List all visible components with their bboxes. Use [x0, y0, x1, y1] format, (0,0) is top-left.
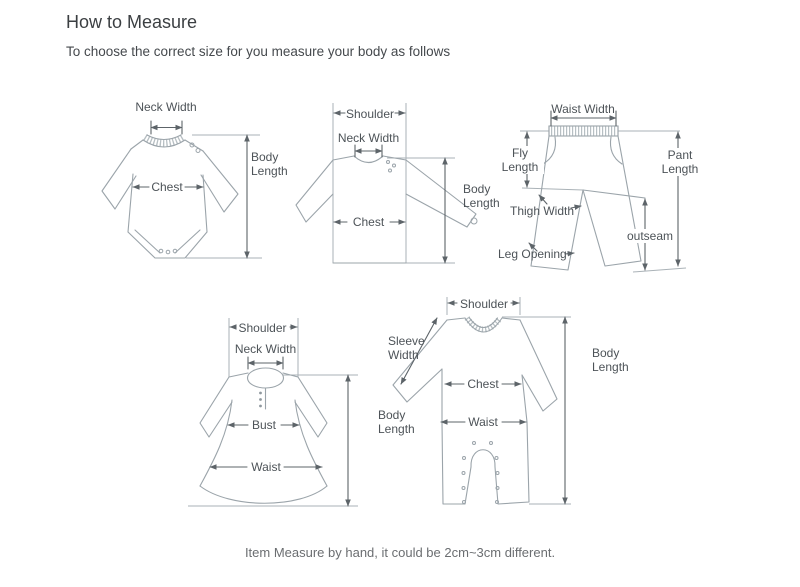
romper-chest-label: Chest — [467, 377, 499, 391]
page-title: How to Measure — [66, 12, 198, 32]
sweater-garment-lines — [296, 103, 477, 263]
dress-bust-label: Bust — [251, 418, 277, 432]
figure-sweater — [295, 95, 505, 275]
figure-pants — [495, 95, 720, 280]
sweater-body-length-label: Body Length — [463, 182, 500, 210]
romper-body-length-label: Body Length — [592, 346, 629, 374]
bodysuit-dimension-arrows — [133, 121, 247, 258]
pants-thigh-width-label: Thigh Width — [510, 204, 575, 218]
dress-shoulder-label: Shoulder — [238, 321, 287, 335]
pants-fly-length-label: Fly Length — [496, 146, 544, 174]
sweater-chest-label: Chest — [352, 215, 385, 229]
dress-neck-width-label: Neck Width — [234, 342, 297, 356]
footer-note: Item Measure by hand, it could be 2cm~3cm different. — [244, 545, 556, 560]
bodysuit-garment-lines — [102, 135, 262, 258]
sweater-neck-width-label: Neck Width — [337, 131, 400, 145]
pants-pant-length-label: Pant Length — [655, 148, 705, 176]
pants-leg-opening-label: Leg Opening — [498, 247, 567, 261]
romper-sleeve-width-label: Sleeve Width — [388, 334, 425, 362]
figure-romper — [385, 285, 629, 520]
sweater-shoulder-label: Shoulder — [345, 107, 395, 121]
dress-waist-label: Waist — [251, 460, 281, 474]
bodysuit-body-length-label: Body Length — [251, 150, 288, 178]
bodysuit-drawing — [100, 95, 280, 270]
bodysuit-chest-label: Chest — [151, 180, 183, 194]
romper-waist-label: Waist — [468, 415, 498, 429]
dress-body-length-label: Body Length — [378, 408, 415, 436]
romper-shoulder-label: Shoulder — [459, 297, 509, 311]
page-subtitle: To choose the correct size for you measure your body as follows — [66, 44, 451, 59]
romper-garment-lines — [393, 297, 571, 504]
romper-drawing — [385, 285, 625, 520]
pants-waist-width-label: Waist Width — [551, 102, 615, 116]
pants-outseam-label: outseam — [626, 229, 674, 243]
figure-bodysuit — [100, 95, 288, 270]
bodysuit-neck-width-label: Neck Width — [135, 100, 197, 114]
